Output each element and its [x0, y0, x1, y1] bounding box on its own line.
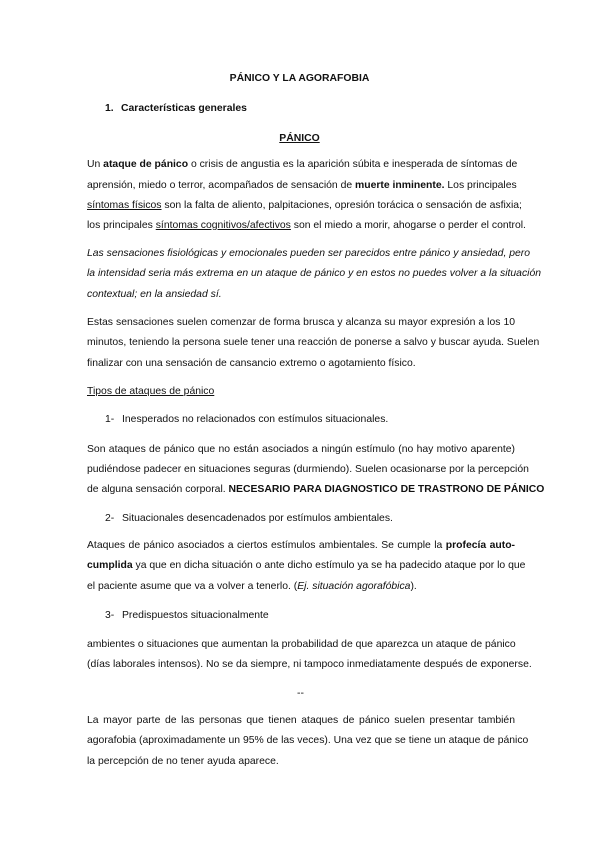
paragraph-2-line-3: contextual; en la ansiedad sí.: [87, 289, 222, 300]
paragraph-7-line-2: agorafobia (aproximadamente un 95% de las veces). Una vez que se tiene un ataque de pánico: [87, 735, 529, 746]
document-title: PÁNICO Y LA AGORAFOBIA: [229, 73, 370, 84]
paragraph-7-line-3: la percepción de no tener ayuda aparece.: [87, 756, 279, 767]
list-item-2-number: 2-: [105, 513, 115, 524]
list-item-1-number: 1-: [105, 414, 115, 425]
paragraph-2-line-2: la intensidad seria más extrema en un ataque de pánico y en estos no puedes volver a la situación: [87, 268, 542, 279]
paragraph-1-line-3: síntomas físicos son la falta de aliento, palpitaciones, opresión torácica o sensación de asfixia;: [87, 200, 522, 211]
paragraph-3-line-2: minutos, teniendo la persona suele tener una reacción de ponerse a salvo y buscar ayuda. Suelen: [87, 337, 540, 348]
list-item-3-number: 3-: [105, 610, 115, 621]
separator: --: [297, 688, 304, 699]
paragraph-5-line-1: Ataques de pánico asociados a ciertos estímulos ambientales. Se cumple la profecía auto-: [87, 540, 515, 551]
paragraph-4-line-1: Son ataques de pánico que no están asociados a ningún estímulo (no hay motivo aparente): [87, 444, 515, 455]
list-item-1-label: Inesperados no relacionados con estímulos situacionales.: [122, 414, 389, 425]
subsection-title: PÁNICO: [279, 133, 320, 144]
paragraph-5-line-2: cumplida ya que en dicha situación o ante dicho estímulo ya se ha padecido ataque por lo que: [87, 560, 526, 571]
list-item-2-label: Situacionales desencadenados por estímulos ambientales.: [122, 513, 393, 524]
paragraph-6-line-1: ambientes o situaciones que aumentan la probabilidad de que aparezca un ataque de pánico: [87, 639, 516, 650]
paragraph-3-line-3: finalizar con una sensación de cansancio extremo o agotamiento físico.: [87, 358, 416, 369]
paragraph-1-line-1: Un ataque de pánico o crisis de angustia es la aparición súbita e inesperada de síntomas de: [87, 159, 518, 170]
paragraph-2-line-1: Las sensaciones fisiológicas y emocionales pueden ser parecidos entre pánico y ansiedad, pero: [87, 248, 531, 259]
section-title: Características generales: [121, 103, 247, 114]
list-item-3-label: Predispuestos situacionalmente: [122, 610, 269, 621]
section-number: 1.: [105, 103, 114, 114]
paragraph-4-line-3: de alguna sensación corporal. NECESARIO PARA DIAGNOSTICO DE TRASTRONO DE PÁNICO: [87, 484, 545, 495]
types-heading: Tipos de ataques de pánico: [87, 386, 215, 397]
paragraph-1-line-4: los principales síntomas cognitivos/afectivos son el miedo a morir, ahogarse o perder el control.: [87, 220, 526, 231]
paragraph-1-line-2: aprensión, miedo o terror, acompañados de sensación de muerte inminente. Los principales: [87, 180, 517, 191]
paragraph-7-line-1: La mayor parte de las personas que tienen ataques de pánico suelen presentar también: [87, 715, 515, 726]
paragraph-5-line-3: el paciente asume que va a volver a tenerlo. (Ej. situación agorafóbica).: [87, 581, 417, 592]
paragraph-4-line-2: pudiéndose padecer en situaciones seguras (durmiendo). Suelen ocasionarse por la percepción: [87, 464, 529, 475]
paragraph-3-line-1: Estas sensaciones suelen comenzar de forma brusca y alcanza su mayor expresión a los 10: [87, 317, 515, 328]
paragraph-6-line-2: (días laborales intensos). No se da siempre, ni tampoco inmediatamente después de exponerse.: [87, 659, 532, 670]
